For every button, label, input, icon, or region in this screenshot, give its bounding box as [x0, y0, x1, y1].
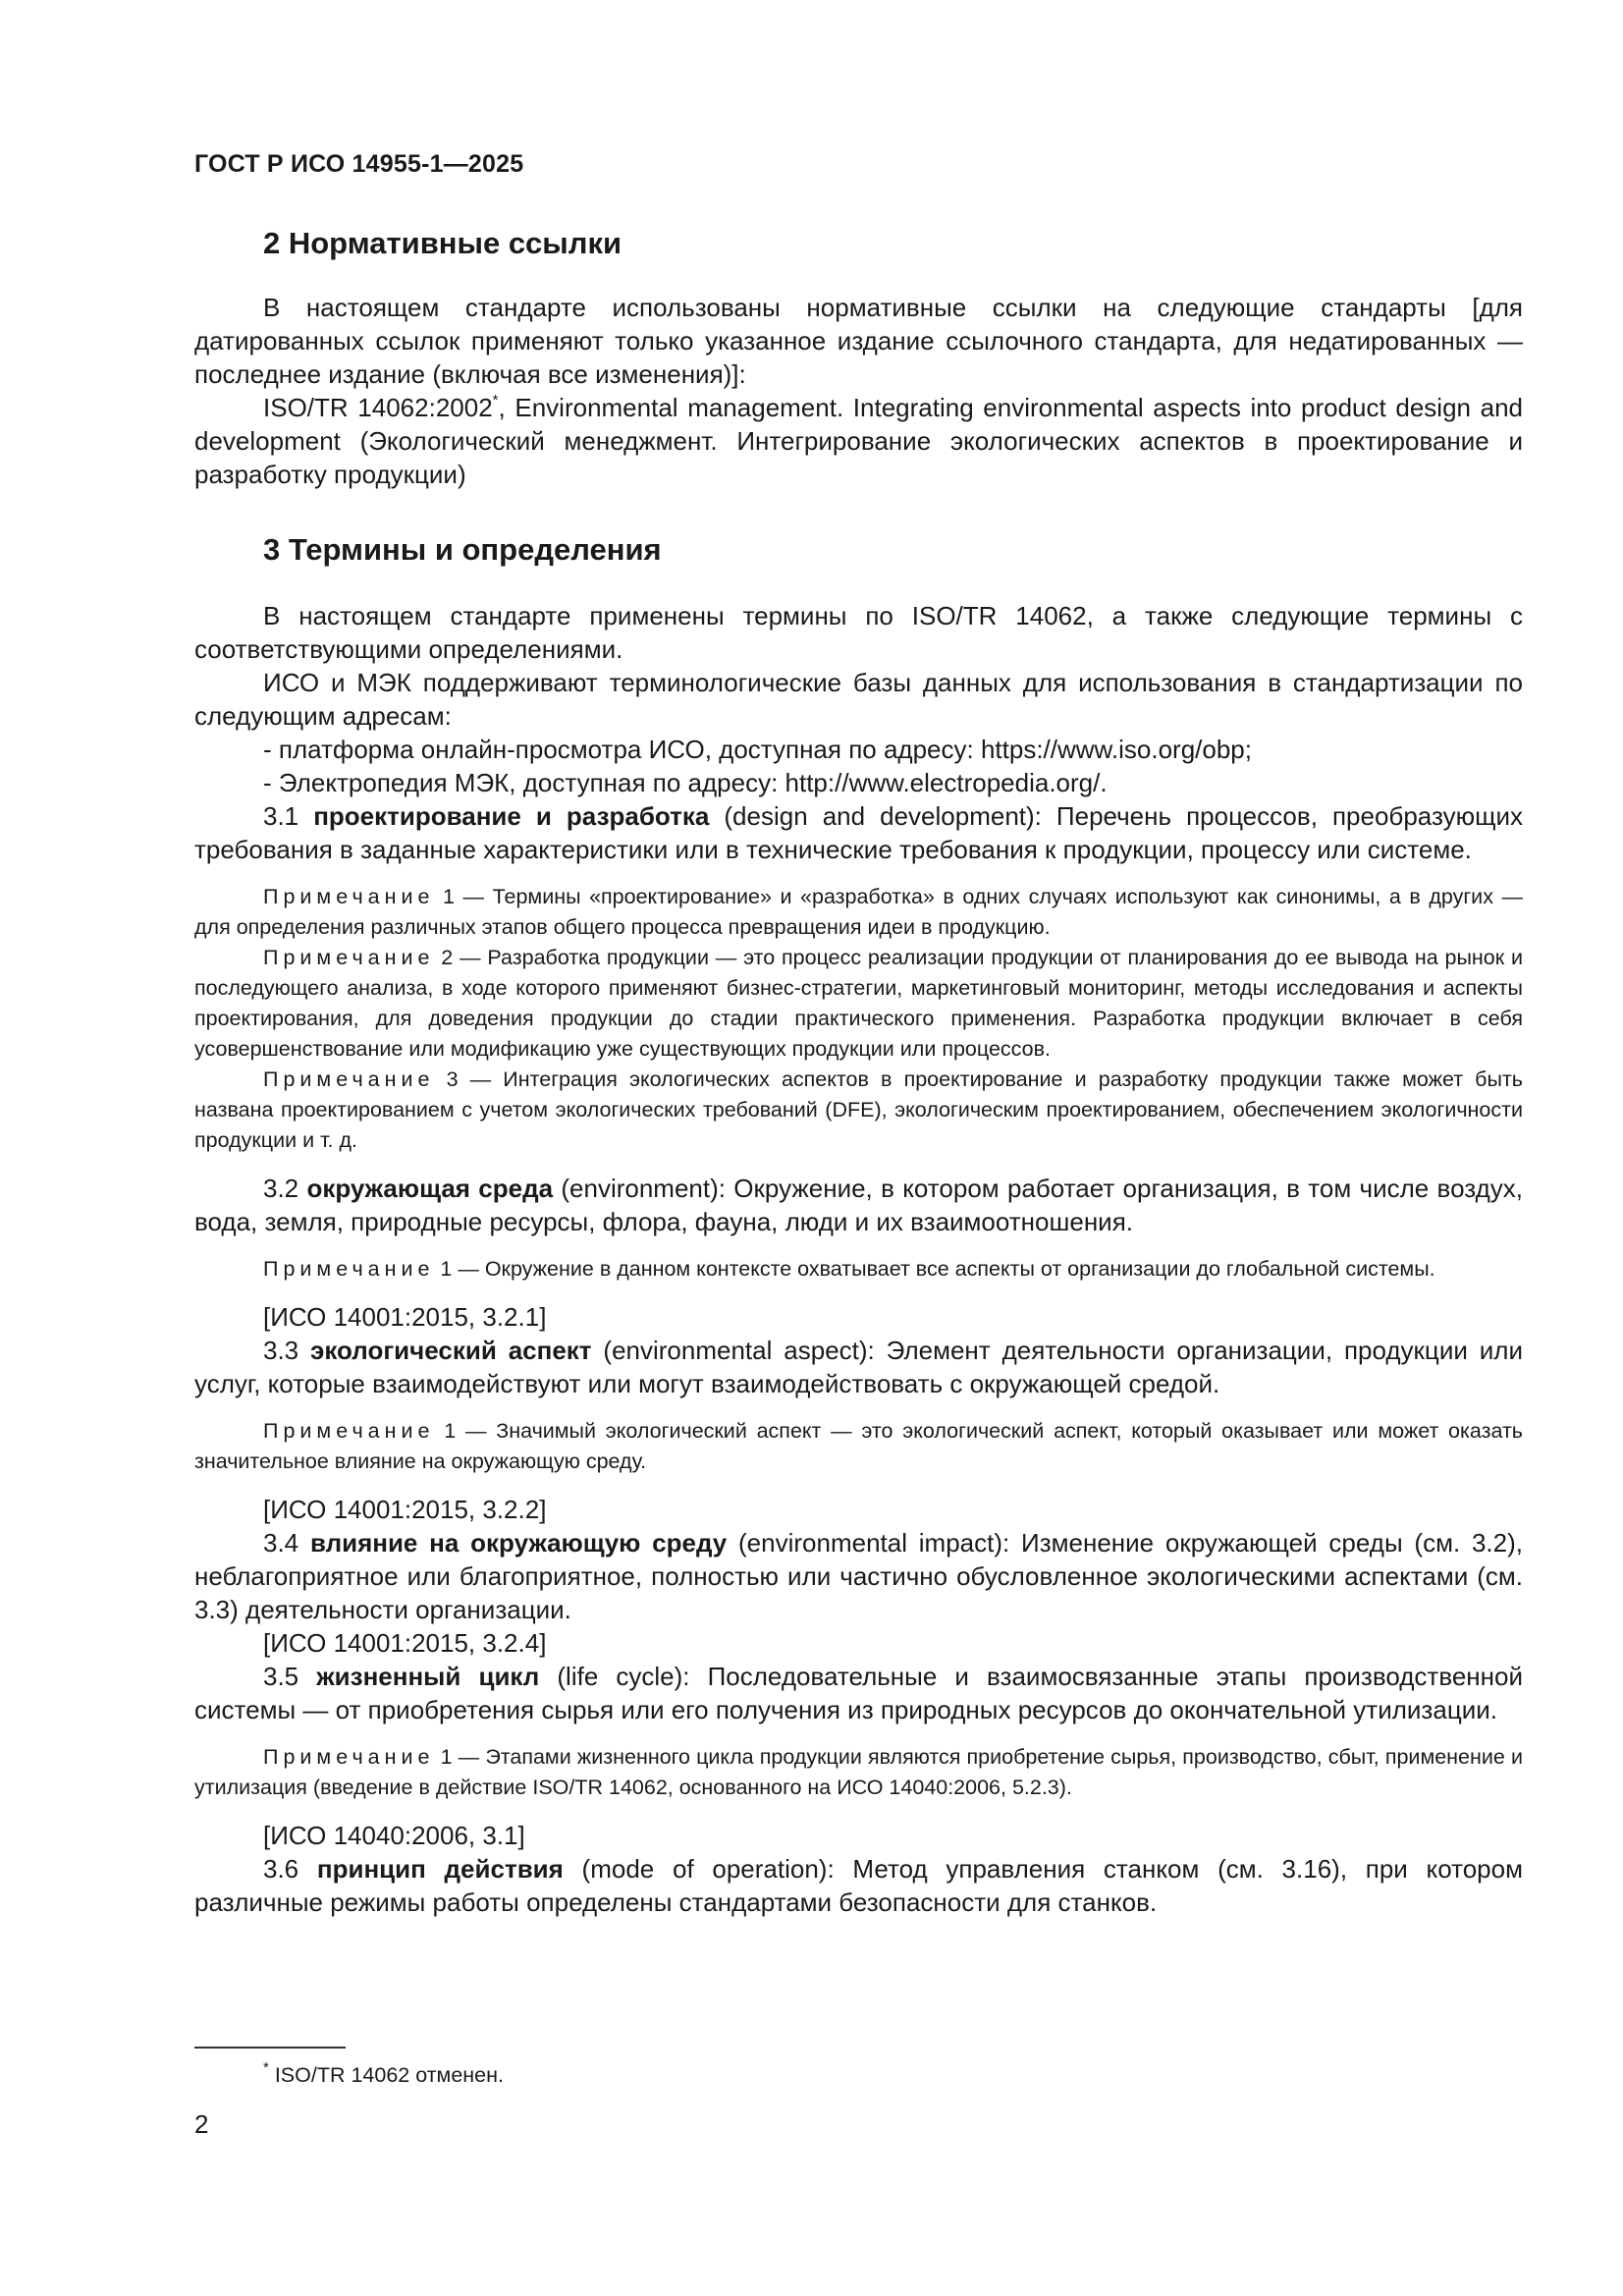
- term-source: [ИСО 14001:2015, 3.2.2]: [263, 1495, 547, 1524]
- term-entry: [194, 1172, 1523, 1238]
- note-text: 1 — Окружение в данном контексте охватывает все аспекты от организации до глобальной системы.: [434, 1257, 1435, 1281]
- note-label: Примечание: [263, 885, 435, 908]
- footnote-text: ISO/TR 14062 отменен.: [268, 2063, 504, 2087]
- term-name: окружающая среда: [306, 1174, 554, 1203]
- list-item-electropedia: - Электропедия МЭК, доступная по адресу: http://www.electropedia.org/.: [263, 768, 1108, 797]
- note-label: Примечание: [263, 946, 435, 969]
- page-content: [194, 222, 1523, 1919]
- term-definition: (environmental impact): Изменение окружающей среды (см. 3.2), неблагоприятное или благоприятное, полностью или частично обусловленное экологическими аспектами (см. 3.3) деятельности организации.: [194, 1528, 1523, 1624]
- term-note: [194, 1065, 1523, 1156]
- term-entry: [194, 1852, 1523, 1919]
- term-note: [194, 943, 1523, 1065]
- term-number: 3.4: [263, 1528, 310, 1558]
- term-note: [194, 882, 1523, 943]
- term-number: 3.1: [263, 801, 314, 831]
- footnote-divider: [194, 2047, 346, 2049]
- note-label: Примечание: [263, 1257, 435, 1281]
- note-label: Примечание: [263, 1419, 435, 1443]
- term-number: 3.5: [263, 1662, 317, 1691]
- term-number: 3.3: [263, 1336, 311, 1365]
- term-source: [ИСО 14001:2015, 3.2.4]: [263, 1628, 547, 1658]
- reference-code: ISO/TR 14062:2002: [263, 393, 493, 422]
- note-text: 1 — Этапами жизненного цикла продукции являются приобретение сырья, производство, сбыт, применение и утилизация (введение в действие ISO/TR 14062, основанного на ИСО 14040:2006, 5.2.3).: [194, 1745, 1523, 1799]
- term-name: экологический аспект: [310, 1336, 592, 1365]
- term-number: 3.2: [263, 1174, 307, 1203]
- footnote: [263, 2060, 504, 2090]
- term-definition: (environment): Окружение, в котором работает организация, в том числе воздух, вода, земля, природные ресурсы, флора, фауна, люди и их взаимоотношения.: [194, 1174, 1523, 1236]
- term-name: проектирование и разработка: [313, 801, 710, 831]
- section-2-title: 2 Нормативные ссылки: [263, 226, 622, 260]
- term-entry: [194, 1334, 1523, 1400]
- normative-reference: [194, 391, 1523, 491]
- term-name: влияние на окружающую среду: [309, 1528, 728, 1558]
- page-number: 2: [194, 2109, 209, 2139]
- section-2-intro: В настоящем стандарте использованы нормативные ссылки на следующие стандарты [для датированных ссылок применяют только указанное издание ссылочного стандарта, для недатированных — последнее издание (включая все изменения)]:: [194, 293, 1523, 389]
- section-3-title: 3 Термины и определения: [263, 532, 662, 567]
- term-note: [194, 1254, 1523, 1285]
- note-text: 1 — Значимый экологический аспект — это экологический аспект, который оказывает или может оказать значительное влияние на окружающую среду.: [194, 1419, 1523, 1473]
- term-entry: [194, 799, 1523, 866]
- footnote-mark: *: [492, 392, 499, 410]
- term-number: 3.6: [263, 1854, 317, 1884]
- reference-text: , Environmental management. Integrating environmental aspects into product design and development (Экологический менеджмент. Интегрирование экологических аспектов в проектирование и разработку продукции): [194, 393, 1523, 489]
- note-label: Примечание: [263, 1745, 435, 1769]
- term-definition: (life cycle): Последовательные и взаимосвязанные этапы производственной системы — от приобретения сырья или его получения из природных ресурсов до окончательной утилизации.: [194, 1662, 1523, 1724]
- term-definition: (mode of operation): Метод управления станком (см. 3.16), при котором различные режимы работы определены стандартами безопасности для станков.: [194, 1854, 1523, 1917]
- note-text: 3 — Интеграция экологических аспектов в проектирование и разработку продукции также может быть названа проектированием с учетом экологических требований (DFE), экологическим проектированием, обеспечением экологичности продукции и т. д.: [194, 1067, 1523, 1152]
- terminology-databases-text: ИСО и МЭК поддерживают терминологические базы данных для использования в стандартизации по следующим адресам:: [194, 668, 1523, 731]
- term-entry: [194, 1526, 1523, 1626]
- document-header: ГОСТ Р ИСО 14955-1—2025: [194, 150, 524, 178]
- section-3-intro: В настоящем стандарте применены термины по ISO/TR 14062, а также следующие термины с соответствующими определениями.: [194, 601, 1523, 664]
- term-source: [ИСО 14040:2006, 3.1]: [263, 1821, 525, 1850]
- term-name: принцип действия: [316, 1854, 564, 1884]
- term-definition: (environmental aspect): Элемент деятельности организации, продукции или услуг, которые взаимодействуют или могут взаимодействовать с окружающей средой.: [194, 1336, 1523, 1398]
- term-source: [ИСО 14001:2015, 3.2.1]: [263, 1302, 547, 1332]
- term-definition: (design and development): Перечень процессов, преобразующих требования в заданные характеристики или в технические требования к продукции, процессу или системе.: [194, 801, 1523, 864]
- term-entry: [194, 1660, 1523, 1726]
- term-note: [194, 1742, 1523, 1803]
- note-label: Примечание: [263, 1067, 435, 1091]
- term-note: [194, 1416, 1523, 1477]
- term-name: жизненный цикл: [316, 1662, 540, 1691]
- footnote-mark: *: [263, 2058, 269, 2076]
- list-item-iso-obp: - платформа онлайн-просмотра ИСО, доступная по адресу: https://www.iso.org/obp;: [263, 735, 1252, 764]
- note-text: 2 — Разработка продукции — это процесс реализации продукции от планирования до ее вывода на рынок и последующего анализа, в ходе которого применяют бизнес-стратегии, маркетинговый мониторинг, методы исследования и аспекты проектирования, для доведения продукции до стадии практического применения. Разработка продукции включает в себя усовершенствование или модификацию уже существующих продукции или процессов.: [194, 946, 1523, 1061]
- note-text: 1 — Термины «проектирование» и «разработка» в одних случаях используют как синонимы, а в других — для определения различных этапов общего процесса превращения идеи в продукцию.: [194, 885, 1523, 939]
